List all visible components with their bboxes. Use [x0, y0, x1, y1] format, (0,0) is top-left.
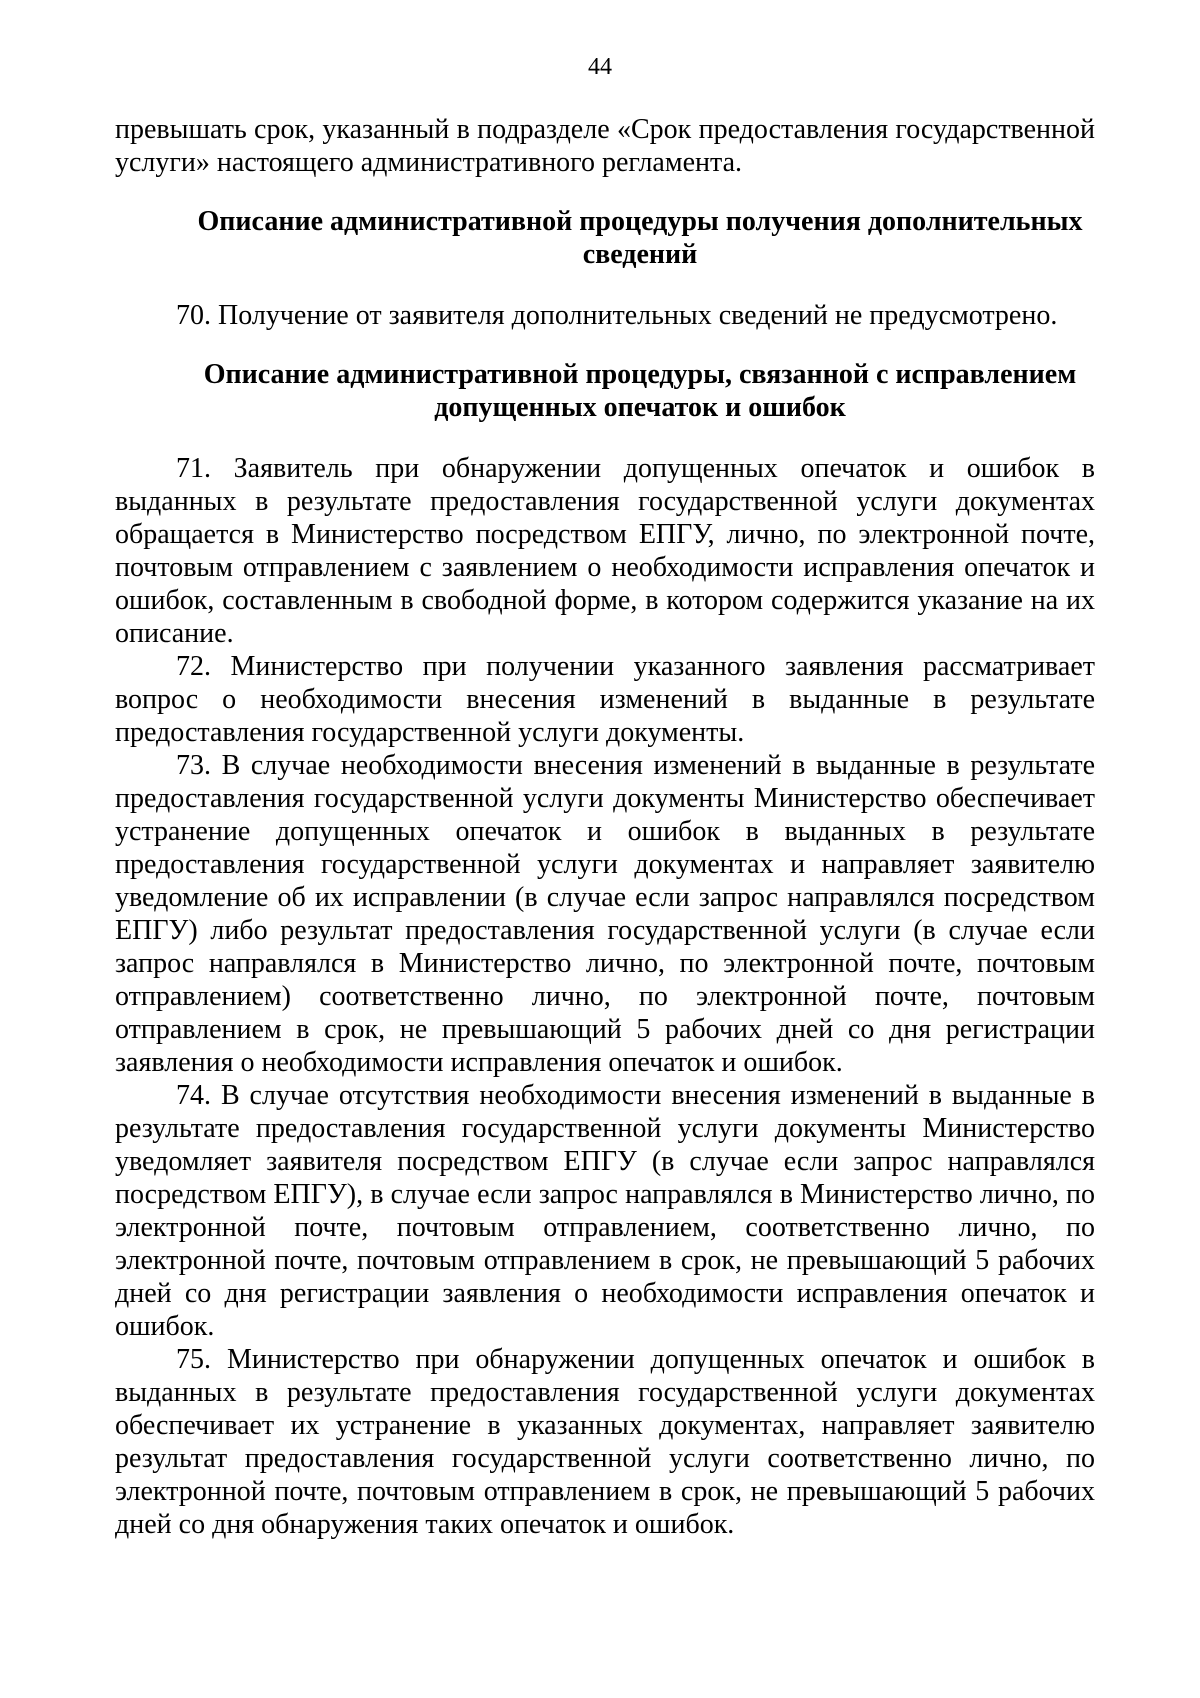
section-heading-additional-info: Описание административной процедуры получения дополнительных сведений	[197, 206, 1083, 270]
paragraph-72: 72. Министерство при получении указанного заявления рассматривает вопрос о необходимости внесения изменений в выданные в результате предоставления государственной услуги документы.	[115, 651, 1095, 748]
paragraph-75: 75. Министерство при обнаружении допущенных опечаток и ошибок в выданных в результате предоставления государственной услуги документах обеспечивает их устранение в указанных документах, направляет заявителю результат предоставления государственной услуги соответственно лично, по электронной почте, почтовым отправлением в срок, не превышающий 5 рабочих дней со дня обнаружения таких опечаток и ошибок.	[115, 1344, 1095, 1540]
document-body	[115, 113, 1095, 1541]
page-number: 44	[588, 54, 612, 80]
continuation-paragraph: превышать срок, указанный в подразделе «Срок предоставления государственной услуги» настоящего административного регламента.	[115, 114, 1095, 178]
paragraph-74: 74. В случае отсутствия необходимости внесения изменений в выданные в результате предоставления государственной услуги документы Министерство уведомляет заявителя посредством ЕПГУ (в случае если запрос направлялся посредством ЕПГУ), в случае если запрос направлялся в Министерство лично, по электронной почте, почтовым отправлением, соответственно лично, по электронной почте, почтовым отправлением в срок, не превышающий 5 рабочих дней со дня регистрации заявления о необходимости исправления опечаток и ошибок.	[115, 1080, 1095, 1342]
paragraph-71: 71. Заявитель при обнаружении допущенных опечаток и ошибок в выданных в результате предоставления государственной услуги документах обращается в Министерство посредством ЕПГУ, лично, по электронной почте, почтовым отправлением с заявлением о необходимости исправления опечаток и ошибок, составленным в свободной форме, в котором содержится указание на их описание.	[115, 453, 1095, 649]
paragraph-73: 73. В случае необходимости внесения изменений в выданные в результате предоставления государственной услуги документы Министерство обеспечивает устранение допущенных опечаток и ошибок в выданных в результате предоставления государственной услуги документах и направляет заявителю уведомление об их исправлении (в случае если запрос направлялся посредством ЕПГУ) либо результат предоставления государственной услуги (в случае если запрос направлялся в Министерство лично, по электронной почте, почтовым отправлением) соответственно лично, по электронной почте, почтовым отправлением в срок, не превышающий 5 рабочих дней со дня регистрации заявления о необходимости исправления опечаток и ошибок.	[115, 750, 1095, 1078]
paragraph-70: 70. Получение от заявителя дополнительных сведений не предусмотрено.	[176, 300, 1058, 331]
section-heading-corrections: Описание административной процедуры, связанной с исправлением допущенных опечаток и ошибок	[203, 359, 1077, 423]
